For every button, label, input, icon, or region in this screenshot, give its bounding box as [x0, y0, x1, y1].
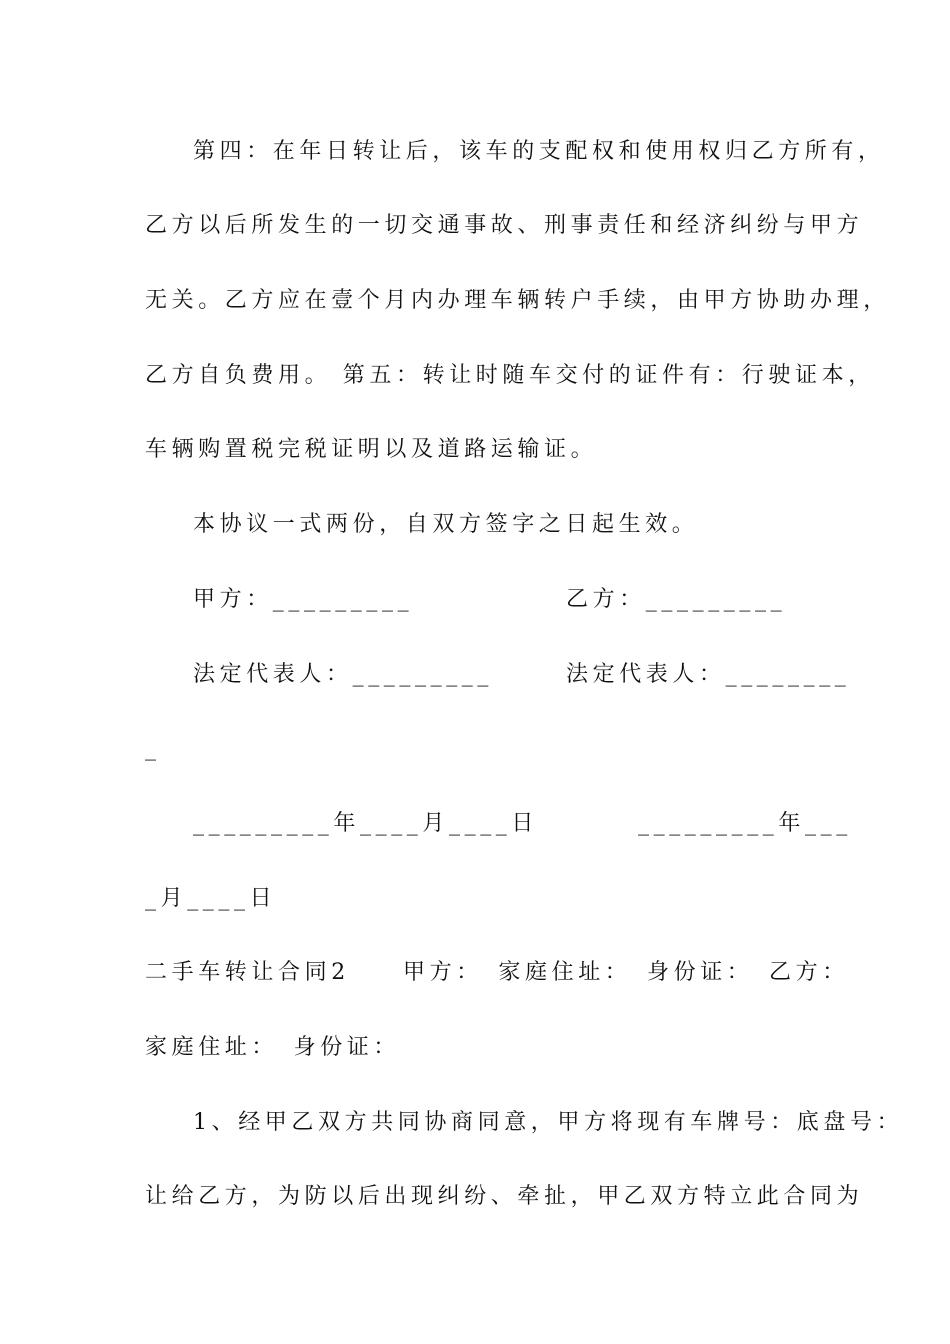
paragraph-line: 本协议一式两份，自双方签字之日起生效。 — [193, 512, 699, 537]
date-a: _________年____月____日 — [193, 811, 539, 836]
date-b-continuation: _月____日 — [145, 886, 277, 911]
paragraph-line: 二手车转让合同2 甲方： 家庭住址： 身份证： 乙方： — [145, 960, 849, 985]
paragraph-line: 乙方自负费用。 第五：转让时随车交付的证件有：行驶证本， — [145, 363, 875, 388]
paragraph-line: 1、经甲乙双方共同协商同意，甲方将现有车牌号：底盘号： — [193, 1110, 904, 1135]
paragraph-line: 无关。乙方应在壹个月内办理车辆转户手续，由甲方协助办理， — [145, 288, 890, 313]
party-a-signature: 甲方：_________ — [193, 587, 414, 612]
legal-rep-a: 法定代表人：_________ — [193, 662, 494, 687]
paragraph-line: 让给乙方，为防以后出现纠纷、牵扯，甲乙双方特立此合同为 — [145, 1184, 864, 1209]
paragraph-line: 第四：在年日转让后，该车的支配权和使用权归乙方所有， — [193, 139, 885, 164]
paragraph-line: 家庭住址： 身份证： — [145, 1035, 401, 1060]
legal-rep-b-continuation: _ — [145, 736, 161, 761]
legal-rep-b: 法定代表人：________ — [566, 662, 851, 687]
party-b-signature: 乙方：_________ — [566, 587, 787, 612]
date-b: _________年___ — [638, 811, 852, 836]
paragraph-line: 乙方以后所发生的一切交通事故、刑事责任和经济纠纷与甲方 — [145, 213, 864, 238]
paragraph-line: 车辆购置税完税证明以及道路运输证。 — [145, 437, 598, 462]
